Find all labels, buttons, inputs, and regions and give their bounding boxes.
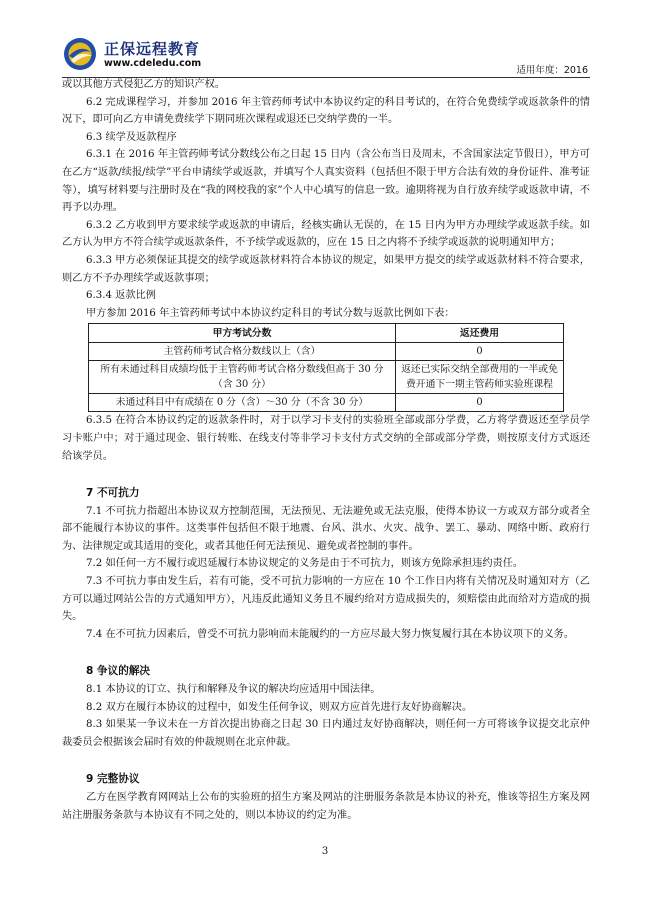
paragraph: 6.3 续学及返款程序 <box>86 131 177 143</box>
table-row <box>89 394 564 412</box>
section-heading: 8 争议的解决 <box>86 665 151 678</box>
paragraph: 8.1 本协议的订立、执行和解释及争议的解决均应适用中国法律。 <box>86 684 381 696</box>
table-header-cell: 甲方考试分数 <box>89 324 396 343</box>
applicable-year: 适用年度：2016 <box>516 65 588 76</box>
table-cell: 0 <box>396 343 564 361</box>
section-heading: 9 完整协议 <box>86 773 140 786</box>
paragraph: 7.2 如任何一方不履行或迟延履行本协议规定的义务是由于不可抗力，则该方免除承担违约责任。 <box>86 558 524 570</box>
table-cell: 未通过科目中有成绩在 0 分（含）～30 分（不含 30 分） <box>89 394 396 412</box>
table-cell: 主管药师考试合格分数线以上（含） <box>89 343 396 361</box>
table-row <box>89 343 564 361</box>
paragraph: 7.4 在不可抗力因素后，曾受不可抗力影响而未能履约的一方应尽最大努力恢复履行其在本协议项下的义务。 <box>86 628 575 640</box>
cdeledu-logo-icon <box>62 36 98 72</box>
paragraph: 6.3.1 在 2016 年主管药师考试分数线公布之日起 15 日内（含公布当日及周末，不含国家法定节假日），甲方可在乙方“返款/续报/续学”平台申请续学或返款，并填写个人真实资料（包括但不限于甲方合法有效的身份证件、准考证等），填写材料要与注册时及在“我的网校我的家”个人中心填写的信息一致。逾期将视为自行放弃续学或返款申请，不再予以办理。 <box>62 149 590 214</box>
paragraph: 8.2 双方在履行本协议的过程中，如发生任何争议，则双方应首先进行友好协商解决。 <box>86 701 473 713</box>
table-header-cell: 返还费用 <box>396 324 564 343</box>
table-cell: 所有未通过科目成绩均低于主管药师考试合格分数线但高于 30 分（含 30 分） <box>89 361 396 394</box>
paragraph: 乙方在医学教育网网站上公布的实验班的招生方案及网站的注册服务条款是本协议的补充，惟该等招生方案及网站注册服务条款与本协议有不同之处的，则以本协议的约定为准。 <box>62 792 590 821</box>
brand-name: 正保远程教育 <box>104 40 201 58</box>
paragraph: 6.2 完成课程学习，并参加 2016 年主管药师考试中本协议约定的科目考试的，在符合免费续学或返款条件的情况下，即可向乙方申请免费续学下期同班次课程或退还已交纳学费的一半。 <box>62 96 590 126</box>
site-url: www.cdeledu.com <box>104 58 202 69</box>
page-header <box>62 36 590 80</box>
table-header-row <box>89 324 564 343</box>
paragraph: 6.3.4 返款比例 <box>86 290 156 302</box>
paragraph: 6.3.3 甲方必须保证其提交的续学或返款材料符合本协议的规定，如果甲方提交的续学或返款材料不符合要求，则乙方不予办理续学或返款事项； <box>62 254 590 284</box>
paragraph: 甲方参加 2016 年主管药师考试中本协议约定科目的考试分数与返款比例如下表： <box>86 307 455 319</box>
refund-ratio-table <box>88 323 564 412</box>
paragraph: 或以其他方式侵犯乙方的知识产权。 <box>62 79 225 90</box>
document-body <box>62 76 590 824</box>
paragraph: 6.3.2 乙方收到甲方要求续学或返款的申请后，经核实确认无误的，在 15 日内为甲方办理续学或返款手续。如乙方认为甲方不符合续学或返款条件，不予续学或返款的，应在 15 日之内将不予续学或返款的说明通知甲方； <box>62 219 590 249</box>
page-number: 3 <box>321 846 329 857</box>
table-row <box>89 361 564 394</box>
paragraph: 8.3 如果某一争议未在一方首次提出协商之日起 30 日内通过友好协商解决，则任何一方可将该争议提交北京仲裁委员会根据该会届时有效的仲裁规则在北京仲裁。 <box>62 719 590 748</box>
section-heading: 7 不可抗力 <box>86 487 140 500</box>
paragraph: 7.1 不可抗力指超出本协议双方控制范围，无法预见、无法避免或无法克服，使得本协议一方或双方部分或者全部不能履行本协议的事件。这类事件包括但不限于地震、台风、洪水、火灾、战争、罢工、暴动、网络中断、政府行为、法律规定或其适用的变化，或者其他任何无法预见、避免或者控制的事件。 <box>62 505 590 552</box>
paragraph: 7.3 不可抗力事由发生后，若有可能，受不可抗力影响的一方应在 10 个工作日内将有关情况及时通知对方（乙方可以通过网站公告的方式通知甲方），凡违反此通知义务且不履约给对方造成损失的，须赔偿由此而给对方造成的损失。 <box>62 576 590 623</box>
table-cell: 0 <box>396 394 564 412</box>
table-cell: 返还已实际交纳全部费用的一半或免费开通下一期主管药师实验班课程 <box>396 361 564 394</box>
paragraph: 6.3.5 在符合本协议约定的返款条件时，对于以学习卡支付的实验班全部或部分学费，乙方将学费返还至学员学习卡账户中；对于通过现金、银行转账、在线支付等非学习卡支付方式交纳的全部或部分学费，则按原支付方式返还给该学员。 <box>62 415 590 462</box>
